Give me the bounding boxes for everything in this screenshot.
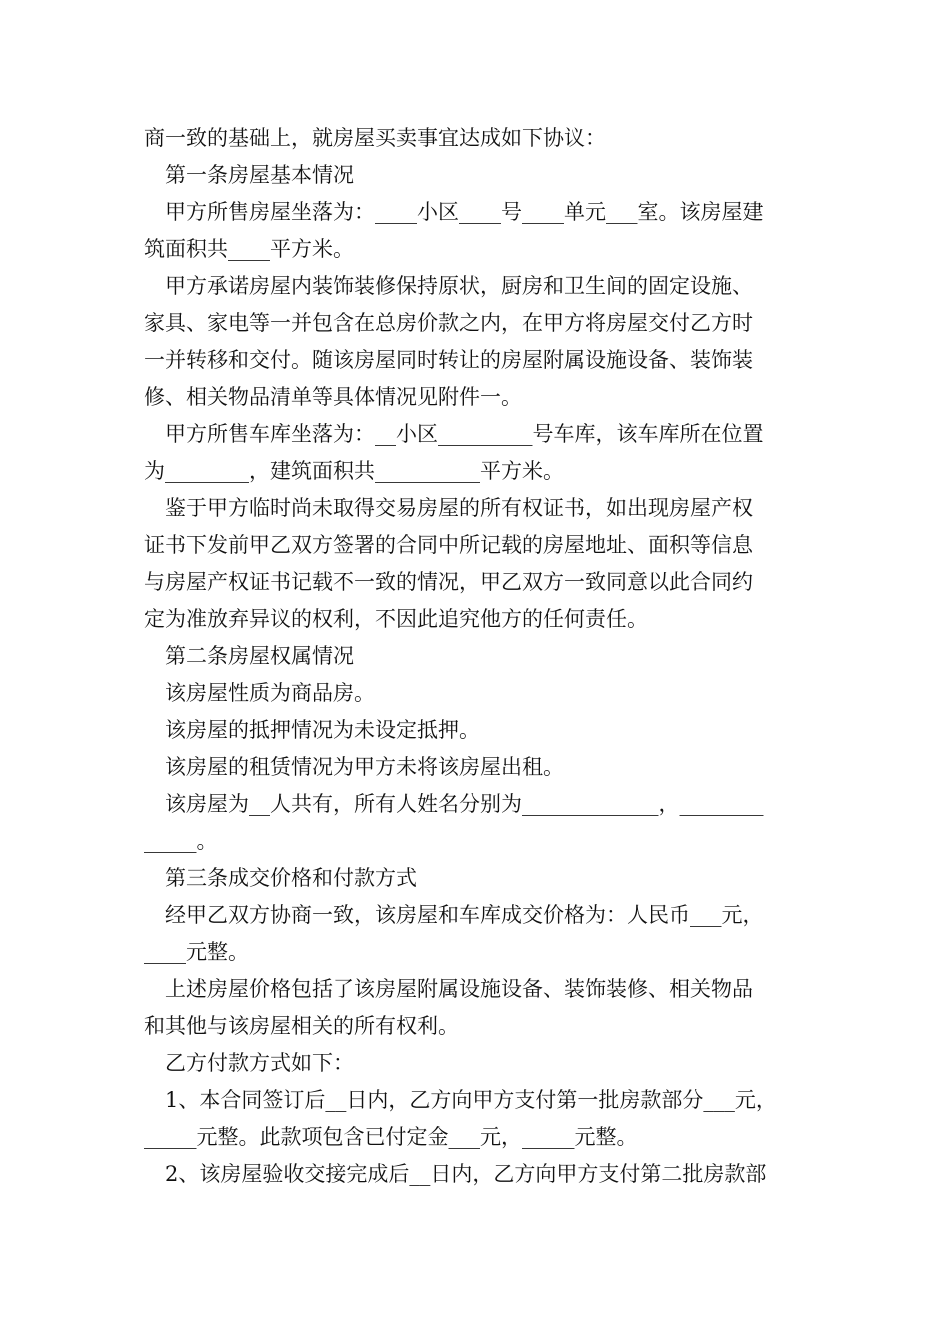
text-line: _____。 xyxy=(144,829,218,853)
text-line: 甲方承诺房屋内装饰装修保持原状，厨房和卫生间的固定设施、 xyxy=(165,274,753,298)
text-line: 家具、家电等一并包含在总房价款之内，在甲方将房屋交付乙方时 xyxy=(144,311,753,335)
contract-body xyxy=(144,120,814,1193)
text-line: 和其他与该房屋相关的所有权利。 xyxy=(144,1014,459,1038)
text-line: 鉴于甲方临时尚未取得交易房屋的所有权证书，如出现房屋产权 xyxy=(165,496,753,520)
text-line: 修、相关物品清单等具体情况见附件一。 xyxy=(144,385,522,409)
text-line: 该房屋为__人共有，所有人姓名分别为_____________，________ xyxy=(165,792,764,816)
text-line: 经甲乙双方协商一致，该房屋和车库成交价格为：人民币___元， xyxy=(165,903,764,927)
text-line: ____元整。 xyxy=(144,940,249,964)
text-line: 定为准放弃异议的权利，不因此追究他方的任何责任。 xyxy=(144,607,648,631)
text-line: 一并转移和交付。随该房屋同时转让的房屋附属设施设备、装饰装 xyxy=(144,348,753,372)
text-line: 该房屋的抵押情况为未设定抵押。 xyxy=(165,718,480,742)
text-line: 甲方所售房屋坐落为：____小区____号____单元___室。该房屋建 xyxy=(165,200,764,224)
section-heading-1: 第一条房屋基本情况 xyxy=(165,163,354,187)
text-line: 乙方付款方式如下： xyxy=(165,1051,354,1075)
section-heading-3: 第三条成交价格和付款方式 xyxy=(165,866,417,890)
section-heading-2: 第二条房屋权属情况 xyxy=(165,644,354,668)
text-line: 与房屋产权证书记载不一致的情况，甲乙双方一致同意以此合同约 xyxy=(144,570,753,594)
text-line: _____元整。此款项包含已付定金___元，_____元整。 xyxy=(144,1125,638,1149)
text-line: 上述房屋价格包括了该房屋附属设施设备、装饰装修、相关物品 xyxy=(165,977,753,1001)
text-line: 2、该房屋验收交接完成后__日内，乙方向甲方支付第二批房款部 xyxy=(165,1162,767,1186)
text-line: 筑面积共____平方米。 xyxy=(144,237,354,261)
text-line: 该房屋性质为商品房。 xyxy=(165,681,375,705)
text-line: 1、本合同签订后__日内，乙方向甲方支付第一批房款部分___元， xyxy=(165,1088,777,1112)
text-line: 该房屋的租赁情况为甲方未将该房屋出租。 xyxy=(165,755,564,779)
text-line: 证书下发前甲乙双方签署的合同中所记载的房屋地址、面积等信息 xyxy=(144,533,753,557)
text-line: 甲方所售车库坐落为：__小区_________号车库，该车库所在位置 xyxy=(165,422,764,446)
text-line: 为________，建筑面积共__________平方米。 xyxy=(144,459,564,483)
text-line: 商一致的基础上，就房屋买卖事宜达成如下协议： xyxy=(144,126,606,150)
